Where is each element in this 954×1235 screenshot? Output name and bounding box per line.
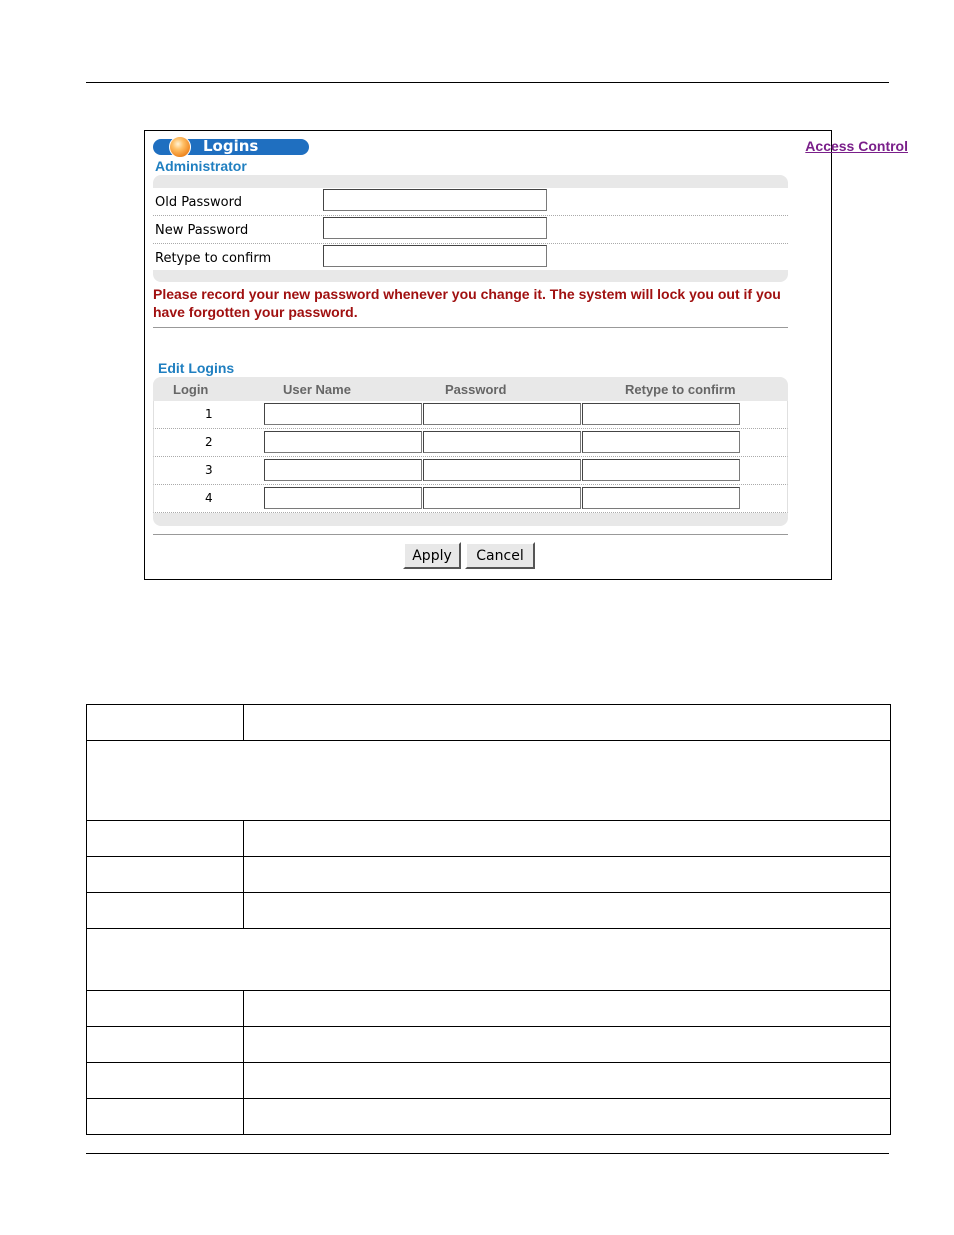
- table-cell: [87, 857, 244, 893]
- table-cell: [87, 929, 891, 991]
- table-row: [87, 857, 891, 893]
- retype-password-field[interactable]: [323, 245, 547, 267]
- table-row: [87, 991, 891, 1027]
- table-cell: [244, 705, 891, 741]
- footer-rule: [86, 1153, 889, 1154]
- edit-logins-heading: Edit Logins: [158, 360, 235, 376]
- password-warning: Please record your new password whenever you change it. The system will lock you out if you have forgotten your password.: [153, 286, 781, 320]
- retype-input-4[interactable]: [582, 487, 740, 509]
- old-password-field[interactable]: [323, 189, 547, 211]
- table-row: [87, 1063, 891, 1099]
- table-cell: [87, 1027, 244, 1063]
- retype-input-3[interactable]: [582, 459, 740, 481]
- retype-input-2[interactable]: [582, 431, 740, 453]
- logins-band-bottom: [153, 513, 788, 526]
- field-description-table: [86, 704, 891, 1135]
- table-cell: [244, 991, 891, 1027]
- administrator-heading: Administrator: [155, 158, 247, 174]
- user-name-input-4[interactable]: [264, 487, 422, 509]
- password-input-3[interactable]: [423, 459, 581, 481]
- table-cell: [87, 705, 244, 741]
- table-cell: [244, 857, 891, 893]
- table-row: [87, 741, 891, 821]
- table-cell: [87, 821, 244, 857]
- new-password-field[interactable]: [323, 217, 547, 239]
- table-row: [87, 893, 891, 929]
- password-input-4[interactable]: [423, 487, 581, 509]
- col-retype: Retype to confirm: [625, 382, 736, 397]
- table-row: [87, 1099, 891, 1135]
- table-row: [87, 821, 891, 857]
- admin-band-top: [153, 175, 788, 188]
- table-row: [87, 705, 891, 741]
- table-cell: [244, 821, 891, 857]
- retype-password-label: Retype to confirm: [155, 251, 272, 266]
- table-cell: [87, 1063, 244, 1099]
- button-divider: [153, 534, 788, 535]
- apply-button[interactable]: Apply: [403, 542, 461, 569]
- table-cell: [244, 1027, 891, 1063]
- table-cell: [87, 1099, 244, 1135]
- login-number: 2: [205, 435, 213, 449]
- cancel-button[interactable]: Cancel: [465, 542, 535, 569]
- header-rule: [86, 82, 889, 83]
- table-cell: [244, 1099, 891, 1135]
- col-login: Login: [173, 382, 209, 397]
- divider: [153, 327, 788, 328]
- password-input-2[interactable]: [423, 431, 581, 453]
- user-name-input-1[interactable]: [264, 403, 422, 425]
- login-number: 1: [205, 407, 213, 421]
- new-password-label: New Password: [155, 223, 249, 238]
- admin-band-bottom: [153, 270, 788, 282]
- orb-icon: [169, 136, 191, 158]
- retype-input-1[interactable]: [582, 403, 740, 425]
- user-name-input-3[interactable]: [264, 459, 422, 481]
- table-cell: [87, 991, 244, 1027]
- table-cell: [244, 893, 891, 929]
- login-number: 4: [205, 491, 213, 505]
- user-name-input-2[interactable]: [264, 431, 422, 453]
- table-row: [87, 929, 891, 991]
- table-cell: [87, 741, 891, 821]
- table-cell: [87, 893, 244, 929]
- table-cell: [244, 1063, 891, 1099]
- panel-title: Logins: [203, 137, 259, 155]
- password-input-1[interactable]: [423, 403, 581, 425]
- access-control-link[interactable]: Access Control: [805, 138, 908, 154]
- login-number: 3: [205, 463, 213, 477]
- col-password: Password: [445, 382, 507, 397]
- logins-title-bar: [153, 139, 309, 155]
- old-password-label: Old Password: [155, 195, 242, 210]
- table-row: [87, 1027, 891, 1063]
- col-user-name: User Name: [283, 382, 351, 397]
